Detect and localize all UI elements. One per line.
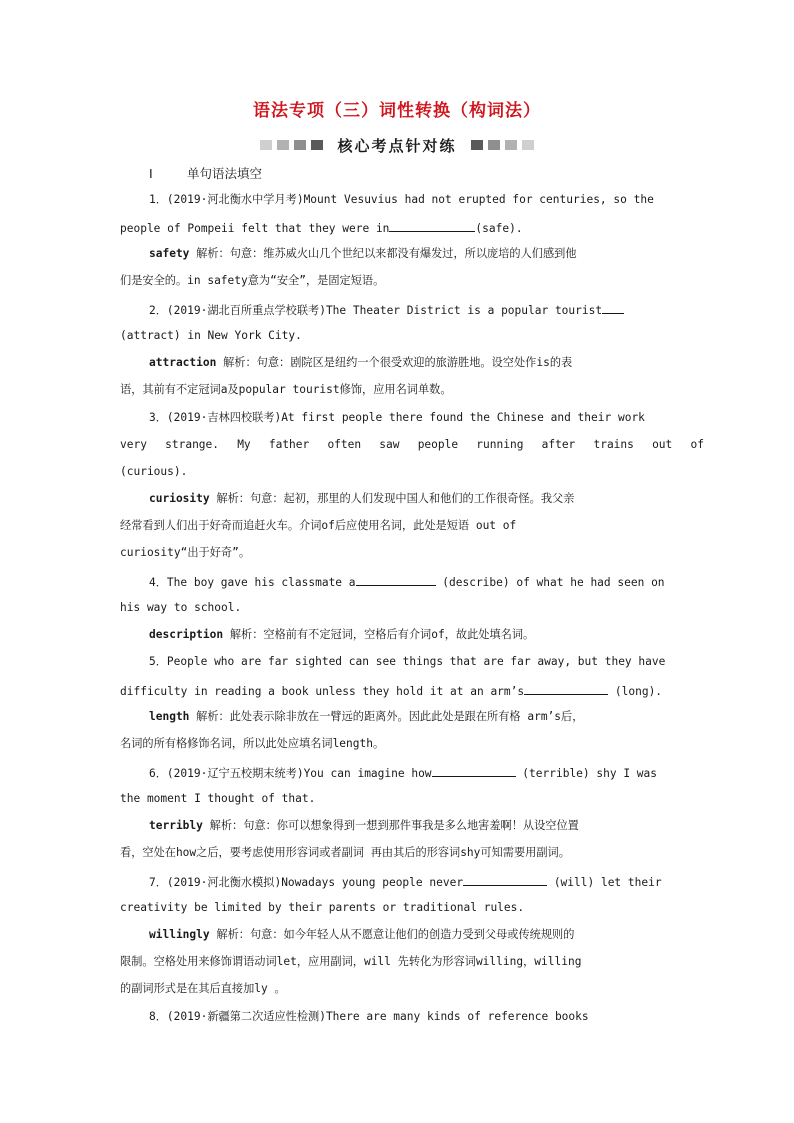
answer-2-line-1: attraction 解析：句意：剧院区是纽约一个很受欢迎的旅游胜地。设空处作is的表	[149, 356, 573, 369]
question-3-line-2: very strange. My father often saw people running after trains out of	[120, 438, 704, 451]
section-label: 单句语法填空	[187, 166, 263, 181]
answer-blank	[463, 873, 547, 886]
page-title: 语法专项（三）词性转换（构词法）	[253, 101, 541, 121]
answer-7-line-3: 的副词形式是在其后直接加ly 。	[120, 982, 286, 995]
answer-blank	[389, 219, 475, 232]
section-number: Ⅰ	[149, 166, 153, 181]
question-6-line-2: the moment I thought of that.	[120, 792, 316, 805]
question-6-line-1: 6．(2019·辽宁五校期末统考)You can imagine how (terrible) shy I was	[149, 764, 704, 782]
answer-4-line-1: description 解析：空格前有不定冠词，空格后有介词of，故此处填名词。	[149, 628, 535, 641]
question-4-line-2: his way to school.	[120, 601, 242, 614]
answer-blank	[524, 682, 608, 695]
answer-5-line-2: 名词的所有格修饰名词，所以此处应填名词length。	[120, 737, 385, 750]
answer-word: safety	[149, 247, 190, 260]
answer-word: description	[149, 628, 224, 641]
answer-6-line-2: 看，空处在how之后，要考虑使用形容词或者副词 再由其后的形容词shy可知需要用副词。	[120, 846, 570, 859]
banner-left-decoration	[260, 140, 323, 150]
answer-5-line-1: length 解析：此处表示除非放在一臂远的距离外。因此此处是跟在所有格 arm’s后，	[149, 710, 584, 723]
answer-3-line-3: curiosity“出于好奇”。	[120, 546, 251, 559]
banner-right-decoration	[471, 140, 534, 150]
question-3-line-3: (curious).	[120, 465, 188, 478]
answer-blank	[356, 573, 436, 586]
section-banner	[0, 134, 794, 156]
question-2-line-1: 2．(2019·湖北百所重点学校联考)The Theater District is a popular tourist	[149, 301, 704, 319]
answer-blank	[432, 764, 516, 777]
answer-7-line-1: willingly 解析：句意：如今年轻人从不愿意让他们的创造力受到父母或传统规则的	[149, 928, 575, 941]
banner-title: 核心考点针对练	[337, 136, 457, 155]
answer-3-line-1: curiosity 解析：句意：起初，那里的人们发现中国人和他们的工作很奇怪。我父亲	[149, 492, 575, 505]
question-5-line-1: 5．People who are far sighted can see things that are far away, but they have	[149, 655, 666, 668]
question-1-line-2: people of Pompeii felt that they were in (safe).	[120, 219, 704, 237]
question-2-line-2: (attract) in New York City.	[120, 329, 302, 342]
question-4-line-1: 4．The boy gave his classmate a (describe) of what he had seen on	[149, 573, 704, 591]
answer-word: willingly	[149, 928, 210, 941]
question-7-line-2: creativity be limited by their parents or traditional rules.	[120, 901, 525, 914]
answer-6-line-1: terribly 解析：句意：你可以想象得到一想到那件事我是多么地害羞啊！从设空位置	[149, 819, 579, 832]
answer-3-line-2: 经常看到人们出于好奇而追赶火车。介词of后应使用名词，此处是短语 out of	[120, 519, 517, 532]
answer-1-line-2: 们是安全的。in safety意为“安全”，是固定短语。	[120, 274, 385, 287]
answer-1-line-1: safety 解析：句意：维苏威火山几个世纪以来都没有爆发过，所以庞培的人们感到他	[149, 247, 577, 260]
answer-blank	[602, 301, 624, 314]
answer-word: attraction	[149, 356, 217, 369]
question-1-line-1: 1．(2019·河北衡水中学月考)Mount Vesuvius had not erupted for centuries, so the	[149, 193, 654, 206]
answer-word: curiosity	[149, 492, 210, 505]
answer-2-line-2: 语，其前有不定冠词a及popular tourist修饰，应用名词单数。	[120, 383, 452, 396]
question-3-line-1: 3．(2019·吉林四校联考)At first people there found the Chinese and their work	[149, 411, 645, 424]
answer-7-line-2: 限制。空格处用来修饰谓语动词let，应用副词，will 先转化为形容词willing，willing	[120, 955, 582, 968]
question-5-line-2: difficulty in reading a book unless they hold it at an arm’s (long).	[120, 682, 704, 700]
answer-word: terribly	[149, 819, 203, 832]
section-heading	[149, 164, 262, 182]
question-8-line-1: 8．(2019·新疆第二次适应性检测)There are many kinds of reference books	[149, 1010, 589, 1023]
answer-word: length	[149, 710, 190, 723]
question-7-line-1: 7．(2019·河北衡水模拟)Nowadays young people never (will) let their	[149, 873, 704, 891]
